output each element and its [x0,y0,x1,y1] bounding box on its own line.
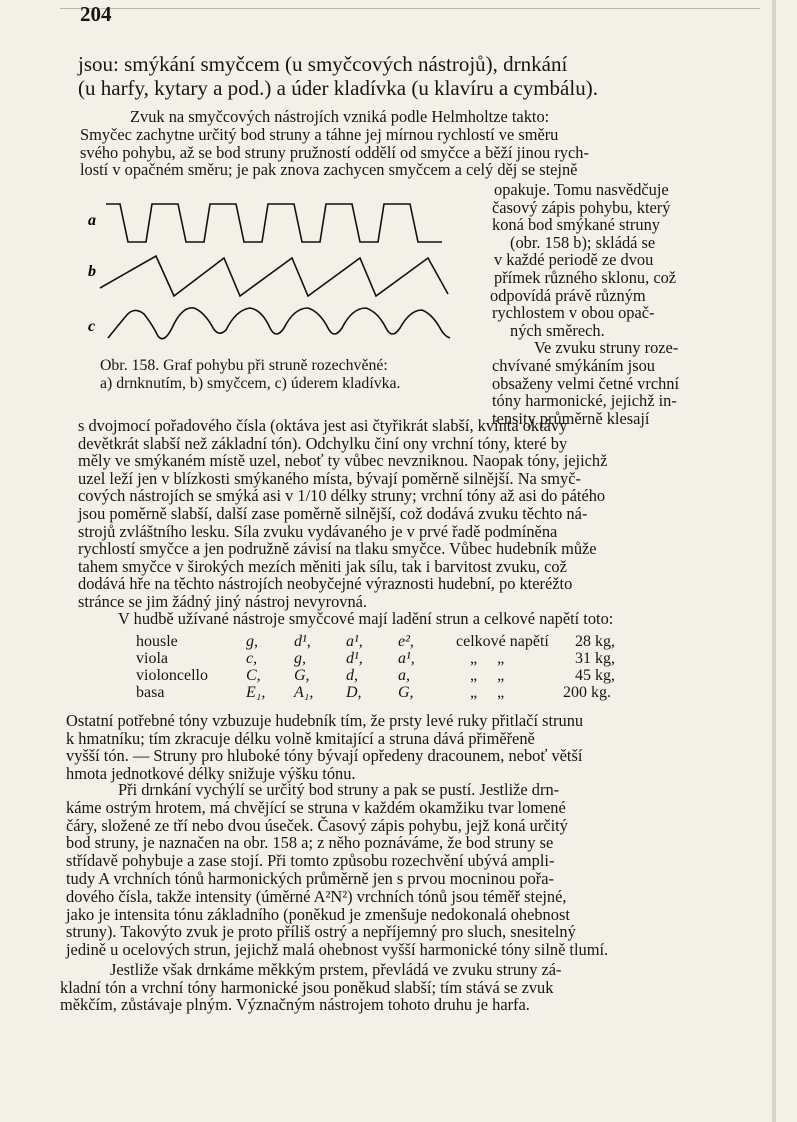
para2-line: jsou poměrně slabší, další zase poměrně silnější, což dodává zvuku těchto ná- [78,504,588,523]
para1-line: lostí v opačném směru; je pak znova zachycen smyčcem a celý děj se stejně [80,160,578,180]
side-line: Ve zvuku struny roze- [534,338,679,358]
side-line: obsaženy velmi četné vrchní [492,373,680,393]
para2-line: rychlostí smyčce a jen podružně závisí na tlaku smyčce. Vůbec hudebník může [78,539,597,559]
para2-line: uzel leží jen v blízkosti smýkaného místa, bývají poměrně silnější. Na smyč- [78,468,581,488]
table-cell-s1: g, [246,633,258,650]
table-cell-s2: A₁, [294,684,314,701]
table-intro: V hudbě užívané nástroje smyčcové mají ladění strun a celkové napětí toto: [118,609,614,628]
para5-line: měkčím, zůstávaje plným. Význačným nástrojem tohoto druhu je harfa. [60,995,530,1015]
table-cell-s1: c, [246,650,258,667]
para4-line: střídavě pohybuje a zase stojí. Při tomto způsobu rozechvění ubývá ampli- [66,851,555,871]
para3-line: Ostatní potřebné tóny vzbuzuje hudebník tím, že prsty levé ruky přitlačí strunu [66,711,584,730]
table-cell-s3: D, [346,684,362,701]
wave-b-bowed [100,256,448,296]
table-cell-tension: 200 kg. [563,684,611,701]
side-line: opakuje. Tomu nasvědčuje [494,180,669,199]
table-cell-label: „ „ [470,684,505,701]
para3-line: k hmatníku; tím zkracuje délku volně kmitající a struna dává přiměřeně [66,728,535,748]
table-cell-s4: G, [398,684,414,701]
figure-label-c: c [88,318,96,335]
para3-line: vyšší tón. — Struny pro hluboké tóny bývají opředeny dracounem, neboť větší [66,746,583,766]
table-cell-label: celkové napětí [456,633,549,650]
table-cell-s4: a¹, [398,650,415,667]
para5-line: Jestliže však drnkáme měkkým prstem, převládá ve zvuku struny zá- [110,960,562,979]
para2-line: devětkrát slabší než základní tón). Odchylku činí ony vrchní tóny, které by [78,433,568,453]
para2-line: tahem smyčce v širokých mezích měniti jak sílu, tak i barvitost zvuku, což [78,556,567,576]
table-cell-s3: a¹, [346,633,363,650]
table-cell-s2: d¹, [294,633,311,650]
table-cell-instrument: viola [136,650,168,667]
para5-line: kladní tón a vrchní tóny harmonické jsou poněkud slabší; tím stává se zvuk [60,977,554,997]
side-line: rychlostem v obou opač- [492,303,655,323]
para4-line: tudy A vrchních tónů harmonických průměrně jen s prvou mocninou pořa- [66,869,554,888]
page-top-edge [60,8,760,9]
table-cell-label: „ „ [470,650,505,667]
intro-line-1: jsou: smýkání smyčcem (u smyčcových nástrojů), drnkání [78,52,568,76]
side-line: časový zápis pohybu, který [492,197,671,217]
side-line: (obr. 158 b); skládá se [510,232,656,252]
para4-line: čáry, složené ze tří nebo dvou úseček. Časový zápis pohybu, jejž koná určitý [66,815,568,835]
side-line: tensity průměrně klesají [492,408,650,428]
para2-line: s dvojmocí pořadového čísla (oktáva jest asi čtyřikrát slabší, kvinta oktávy [78,416,568,435]
page-right-edge [772,0,776,1122]
side-line: ných směrech. [510,320,605,340]
table-cell-tension: 45 kg, [575,667,615,684]
table-cell-label: „ „ [470,667,505,684]
para4-line: Při drnkání vychýlí se určitý bod struny a pak se pustí. Jestliže drn- [118,780,560,799]
para2-line: stránce se jim žádný jiný nástroj nevyrovná. [78,592,368,611]
side-line: v každé periodě ze dvou [494,250,654,270]
table-cell-s3: d, [346,667,358,684]
para4-line: jako je intensita tónu základního (poněkud je zmenšuje nedokonalá ohebnost [66,904,570,924]
figure-label-a: a [88,212,96,229]
figure-caption-line-2: a) drnknutím, b) smyčcem, c) úderem kladívka. [100,375,401,392]
table-cell-instrument: violoncello [136,667,208,684]
figure-158 [86,198,474,348]
wave-c-hammer [108,308,450,339]
para1-line: Smyčec zachytne určitý bod struny a táhne jej mírnou rychlostí ve směru [80,124,559,144]
side-line: tóny harmonické, jejichž in- [492,391,677,411]
side-line: koná bod smýkané struny [492,215,660,235]
side-line: přímek různého sklonu, což [494,268,677,287]
para1-line: Zvuk na smyčcových nástrojích vzniká podle Helmholtze takto: [130,107,550,126]
table-cell-s1: C, [246,667,261,684]
para3-line: hmota jednotkové délky snižuje výšku tónu. [66,763,356,783]
side-line: odpovídá právě různým [490,285,646,305]
table-cell-tension: 31 kg, [575,650,615,667]
intro-line-2: (u harfy, kytary a pod.) a úder kladívka (u klavíru a cymbálu). [78,76,598,100]
table-cell-tension: 28 kg, [575,633,615,650]
table-cell-s2: G, [294,667,310,684]
para2-line: měly ve smýkaném místě uzel, neboť ty vůbec nevzniknou. Naopak tóny, jejichž [78,451,608,471]
para4-line: káme ostrým hrotem, má chvějící se struna v každém okamžiku tvar lomené [66,797,566,817]
table-cell-instrument: basa [136,684,165,701]
table-cell-instrument: housle [136,633,178,650]
para4-line: dového čísla, takže intensity (úměrné A²N²) vrchních tónů jsou téměř stejné, [66,886,567,906]
para4-line: bod struny, je naznačen na obr. 158 a; z něho poznáváme, že bod struny se [66,833,554,853]
para2-line: cových nástrojích se smýká asi v 1/10 délky struny; vrchní tóny až asi do pátého [78,486,606,506]
figure-caption-line-1: Obr. 158. Graf pohybu při struně rozechvěné: [100,357,388,374]
wave-a-plucked [106,204,442,242]
table-cell-s3: d¹, [346,650,363,667]
table-cell-s1: E₁, [246,684,266,701]
table-cell-s4: a, [398,667,410,684]
para2-line: strojů zvláštního lesku. Síla zvuku vydávaného je v prvé řadě podmíněna [78,521,558,541]
para4-line: jedině u ocelových strun, jejichž malá ohebnost vyšší harmonické tóny silně tlumí. [66,940,609,960]
figure-label-b: b [88,263,96,280]
para2-line: dodává hře na těchto nástrojích neobyčejné výraznosti hudební, po kteréžto [78,574,573,594]
para1-line: svého pohybu, až se bod struny pružností oddělí od smyčce a běží jinou rych- [80,142,589,162]
table-cell-s2: g, [294,650,306,667]
table-cell-s4: e², [398,633,414,650]
para4-line: struny). Takovýto zvuk je proto příliš ostrý a nepříjemný pro sluch, snesitelný [66,922,576,942]
side-line: chvívané smýkáním jsou [492,356,655,375]
page-number: 204 [80,2,112,26]
